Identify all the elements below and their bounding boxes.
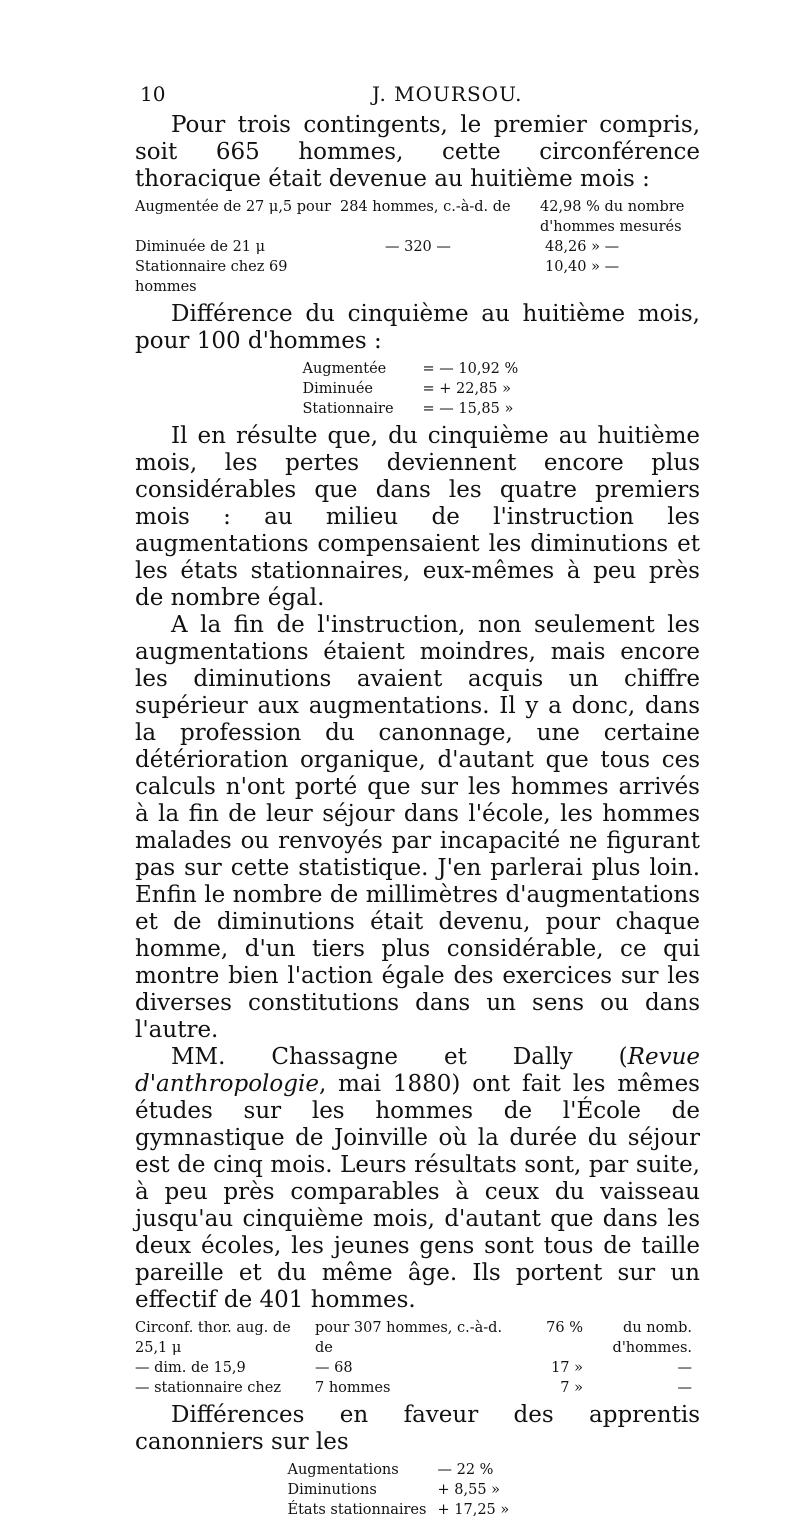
table-cell: 284 hommes, c.-à-d. de (340, 199, 511, 215)
table-cell: du nomb. d'hommes. (612, 1320, 692, 1356)
table-cell: Stationnaire chez 69 hommes (135, 259, 288, 295)
table-cell: 7 hommes (315, 1380, 391, 1396)
journal-title: Revue d'anthropologie (135, 1044, 700, 1097)
table-row (135, 1358, 700, 1378)
paragraph-5 (135, 1044, 700, 1314)
table-row (135, 1460, 700, 1480)
table-row (135, 257, 700, 297)
table-value: = + 22,85 » (422, 381, 512, 397)
table-value: + 17,25 » (437, 1502, 510, 1518)
table-joinville (135, 1318, 700, 1398)
paragraph-5-end: , mai 1880) ont fait les mêmes études sur les hommes de l'École de gymnastique de Joinville où la durée du séjour est de cinq mois. Leurs résultats sont, par suite, à peu près comparables à ceux du vaisseau jusqu'au cinquième mois, d'autant que dans les deux écoles, les jeunes gens sont tous de taille pareille et du même âge. Ils portent sur un effectif de 401 hommes. (135, 1071, 700, 1313)
table-label: États stationnaires (287, 1502, 427, 1518)
table-value: = — 10,92 % (422, 361, 519, 377)
table-label: Augmentée (302, 361, 387, 377)
page-number: 10 (140, 82, 166, 106)
table-value: = — 15,85 » (422, 401, 514, 417)
table-cell: Circonf. thor. aug. de 25,1 μ (135, 1320, 291, 1356)
running-title: J. MOURSOU. (372, 82, 523, 106)
table-value: — 22 % (437, 1462, 494, 1478)
page-body (135, 112, 700, 1524)
table-row (135, 379, 700, 399)
table-cell (340, 257, 540, 297)
table-cell: 10,40 » — (545, 259, 620, 275)
table-differences-apprentis (135, 1460, 700, 1520)
page-header (140, 82, 700, 106)
paragraph-2: Différence du cinquième au huitième mois, pour 100 d'hommes : (135, 301, 700, 354)
table-thoracic-8th-month (135, 197, 700, 297)
table-row (135, 359, 700, 379)
paragraph-1: Pour trois contingents, le premier compris, soit 665 hommes, cette circonférence thoracique était devenue au huitième mois : (135, 112, 700, 192)
table-cell: 17 » (551, 1360, 583, 1376)
table-row (135, 1378, 700, 1398)
table-row (135, 1500, 700, 1520)
table-value: + 8,55 » (437, 1482, 501, 1498)
table-cell: — (677, 1360, 692, 1376)
table-cell: — (677, 1380, 692, 1396)
paragraph-4: A la fin de l'instruction, non seulement les augmentations étaient moindres, mais encore les diminutions avaient acquis un chiffre supérieur aux augmentations. Il y a donc, dans la profession du canonnage, une certaine détérioration organique, d'autant que tous ces calculs n'ont porté que sur les hommes arrivés à la fin de leur séjour dans l'école, les hommes malades ou renvoyés par incapacité ne figurant pas sur cette statistique. J'en parlerai plus loin. Enfin le nombre de millimètres d'augmentations et de diminutions était devenu, pour chaque homme, d'un tiers plus considérable, ce qui montre bien l'action égale des exercices sur les diverses constitutions dans un sens ou dans l'autre. (135, 612, 700, 1043)
table-cell: 76 % (546, 1320, 583, 1336)
table-label: Augmentations (287, 1462, 399, 1478)
table-cell: — 68 (315, 1360, 353, 1376)
table-row (135, 1480, 700, 1500)
table-cell: 42,98 % du nombre d'hommes mesurés (540, 199, 685, 235)
table-row (135, 1318, 700, 1358)
table-cell: Diminuée de 21 μ (135, 239, 266, 255)
table-label: Diminutions (287, 1482, 377, 1498)
table-cell: — 320 — (385, 239, 451, 255)
table-row (135, 237, 700, 257)
paragraph-6: Différences en faveur des apprentis canonniers sur les (135, 1402, 700, 1455)
table-row (135, 399, 700, 419)
table-cell: pour 307 hommes, c.-à-d. de (315, 1320, 503, 1356)
paragraph-5-start: MM. Chassagne et Dally ( (171, 1044, 628, 1070)
paragraph-3: Il en résulte que, du cinquième au huitième mois, les pertes deviennent encore plus considérables que dans les quatre premiers mois : au milieu de l'instruction les augmentations compensaient les diminutions et les états stationnaires, eux-mêmes à peu près de nombre égal. (135, 423, 700, 611)
table-cell: — stationnaire chez (135, 1380, 281, 1396)
table-cell: — dim. de 15,9 (135, 1360, 246, 1376)
table-row (135, 197, 700, 237)
table-label: Diminuée (302, 381, 373, 397)
table-cell: 7 » (560, 1380, 583, 1396)
table-cell: Augmentée de 27 μ,5 pour (135, 199, 332, 215)
table-cell: 48,26 » — (545, 239, 620, 255)
table-label: Stationnaire (302, 401, 394, 417)
table-difference-5-8 (135, 359, 700, 419)
